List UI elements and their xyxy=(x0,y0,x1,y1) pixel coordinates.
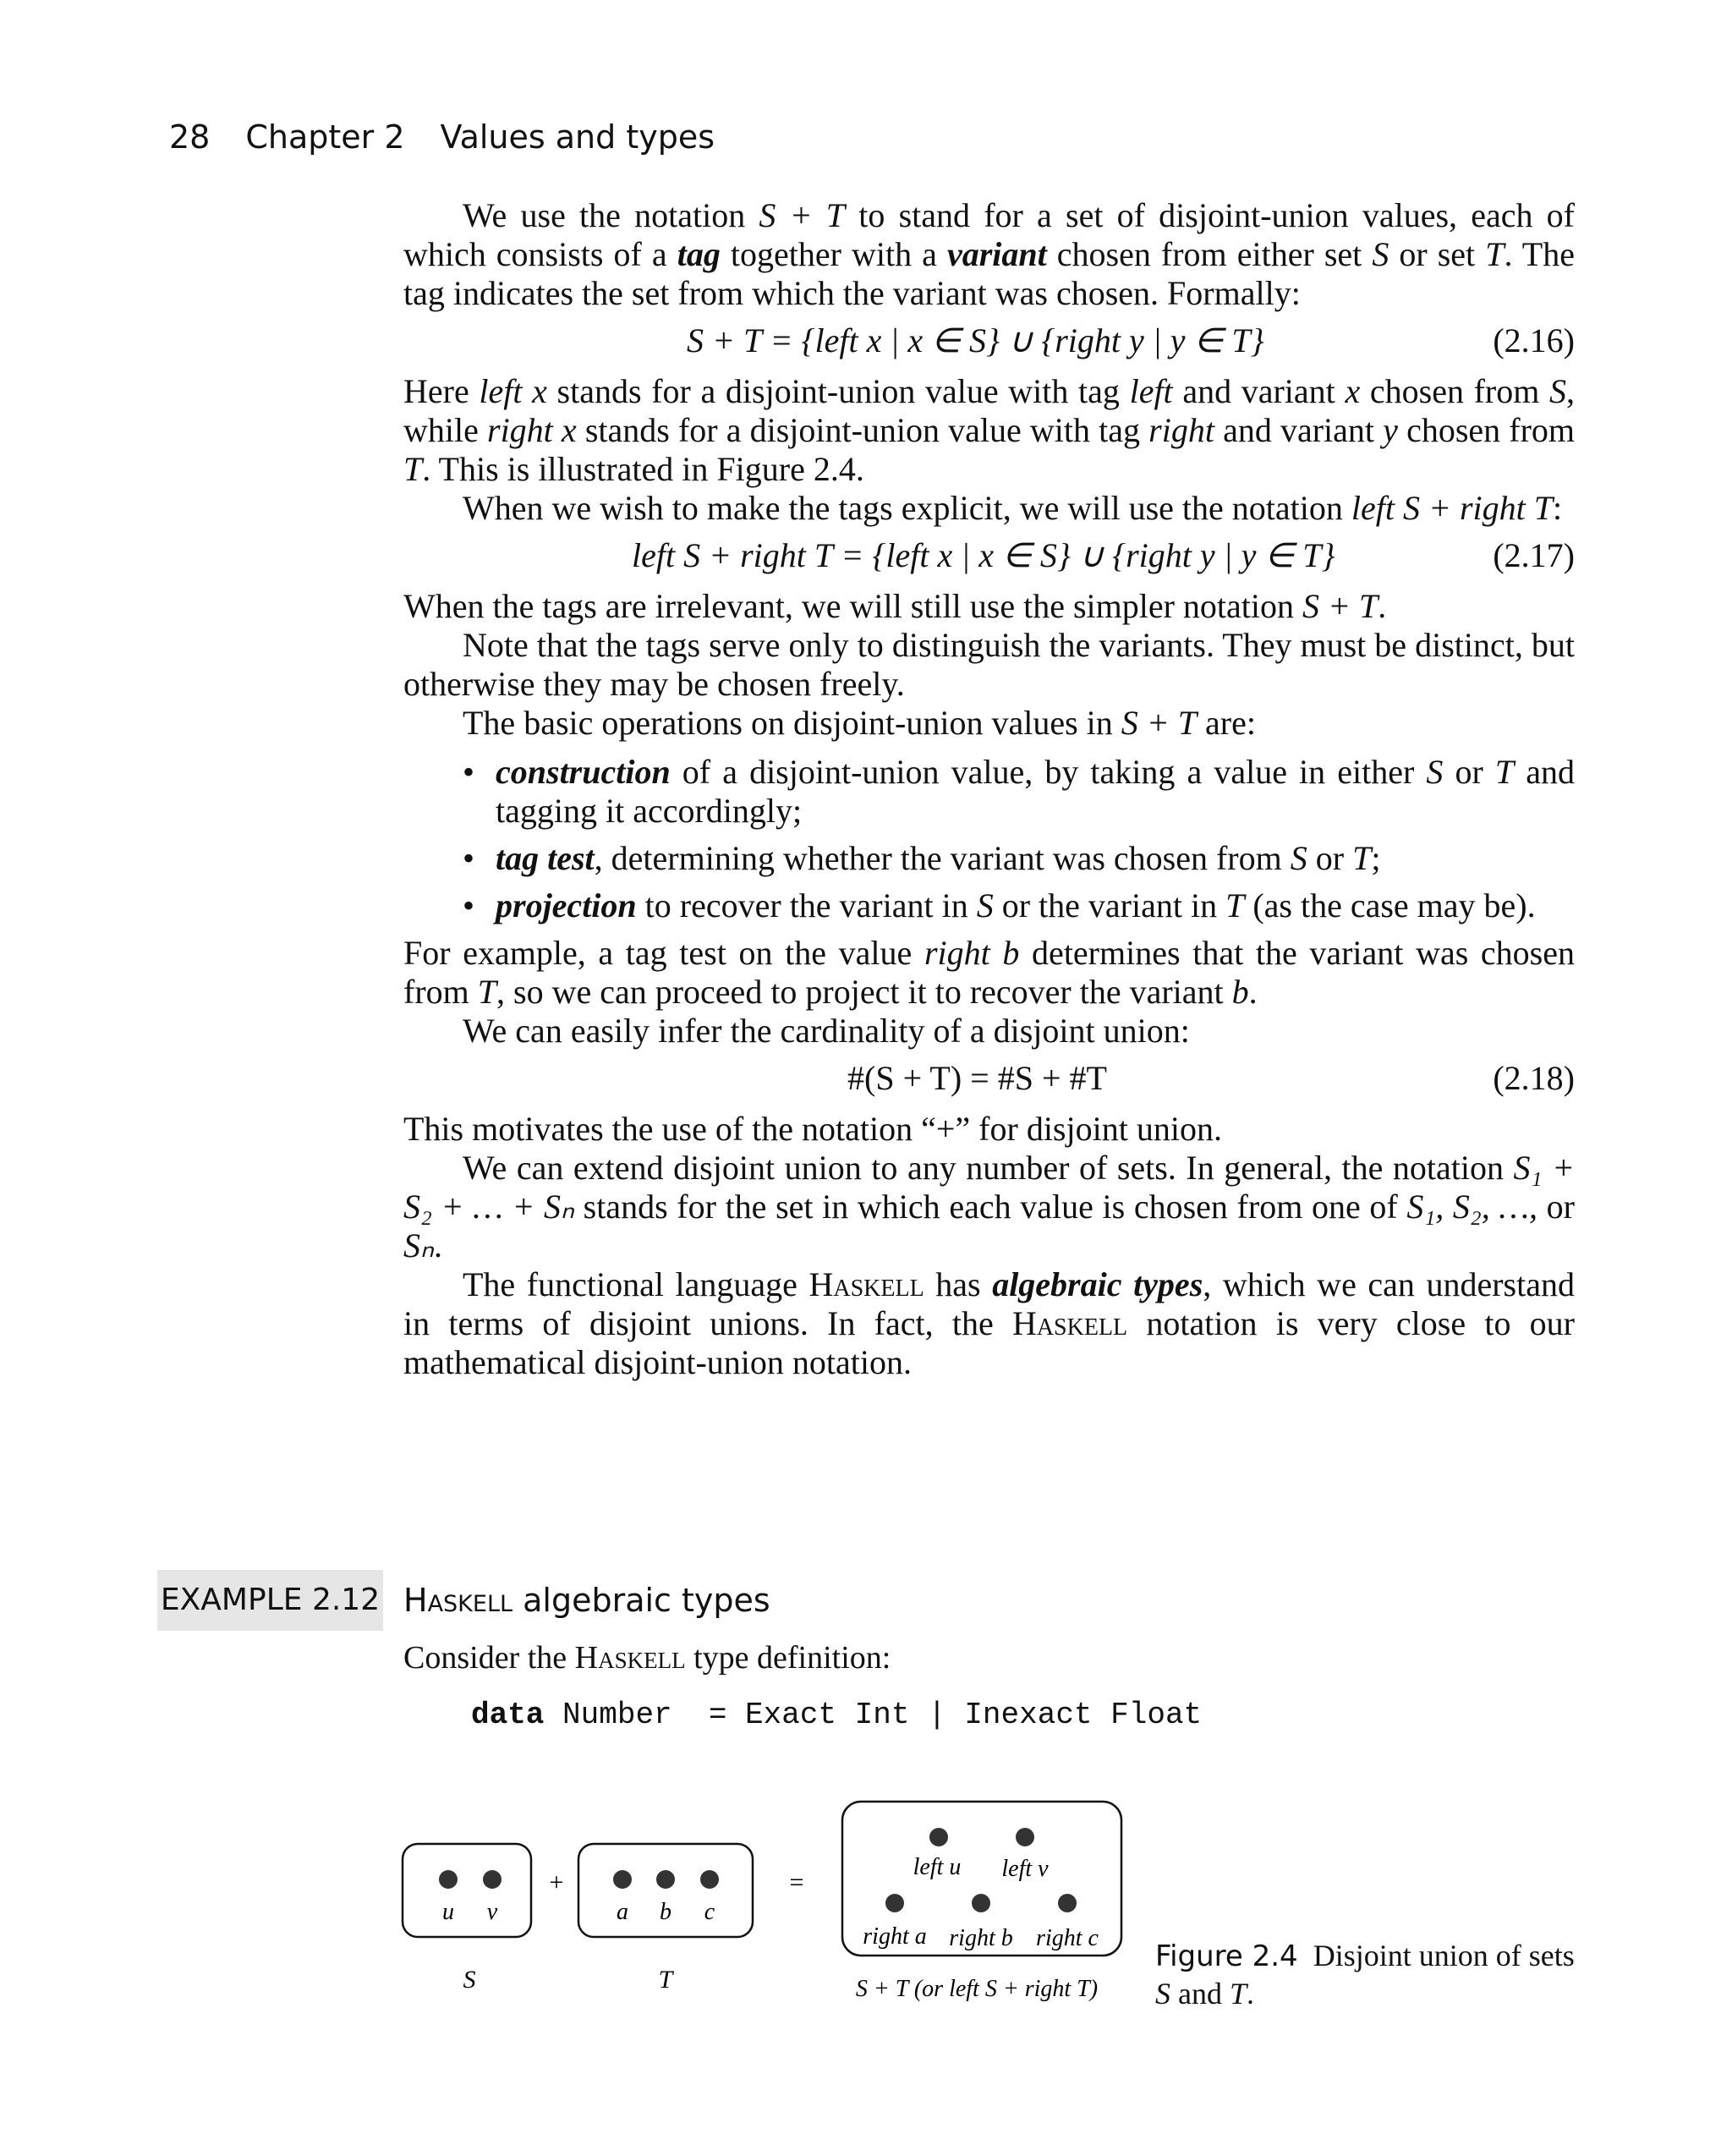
element-label: v xyxy=(486,1899,498,1925)
caption-label: Figure 2.4 xyxy=(1155,1939,1298,1973)
element-label: left v xyxy=(1001,1856,1049,1882)
term-variant: variant xyxy=(946,235,1047,273)
union-label: S + T (or left S + right T) xyxy=(855,1976,1099,2002)
equation-2-16 xyxy=(403,321,1575,360)
element-dot xyxy=(885,1894,904,1912)
element-dot xyxy=(1016,1828,1034,1846)
code-keyword: data xyxy=(471,1698,545,1732)
page-number: 28 xyxy=(169,118,211,156)
paragraph: Note that the tags serve only to distinguish the variants. They must be distinct, but otherwise they may be chosen freely. xyxy=(403,626,1575,703)
equation-number: (2.18) xyxy=(1493,1059,1575,1097)
equation-number: (2.17) xyxy=(1493,536,1575,574)
paragraph: When we wish to make the tags explicit, we will use the notation left S + right T: xyxy=(463,489,1563,527)
element-dot xyxy=(929,1828,948,1846)
element-dot xyxy=(483,1870,502,1889)
element-dot xyxy=(439,1870,458,1889)
element-label: b xyxy=(660,1899,671,1925)
element-label: u xyxy=(442,1899,454,1925)
paragraph: The functional language Haskell has algebraic types, which we can understand in terms of disjoint unions. In fact, the Haskell notation is very close to our mathematical disjoint-union notation. xyxy=(403,1265,1575,1381)
paragraph: This motivates the use of the notation “+” for disjoint union. xyxy=(403,1110,1222,1148)
element-dot xyxy=(700,1870,719,1889)
code-snippet: data Number = Exact Int | Inexact Float xyxy=(471,1698,1203,1732)
element-label: right a xyxy=(863,1923,927,1950)
equation-number: (2.16) xyxy=(1493,321,1575,359)
operations-list xyxy=(403,753,1575,925)
element-label: right b xyxy=(949,1925,1013,1951)
element-dot xyxy=(972,1894,990,1912)
equation-formula: left S + right T = {left x | x ∈ S} ∪ {right y | y ∈ T} xyxy=(632,536,1335,574)
equals-sign: = xyxy=(789,1868,804,1896)
paragraph: We can extend disjoint union to any number of sets. In general, the notation S₁ + S₂ + … + Sₙ stands for the set in which each value is chosen from one of S₁, S₂, …, or Sₙ. xyxy=(403,1149,1575,1265)
paragraph: We use the notation S + T to stand for a set of disjoint-union values, each of which consists of a tag together with a variant chosen from either set S or set T. The tag indicates the set from which the variant was chosen. Formally: xyxy=(403,196,1576,312)
set-s-label: S xyxy=(463,1966,476,1994)
body-text xyxy=(403,196,1575,1382)
plus-sign: + xyxy=(549,1868,564,1896)
equation-2-17 xyxy=(403,536,1575,575)
list-item: • tag test, determining whether the variant was chosen from S or T; xyxy=(403,839,1575,878)
set-t-label: T xyxy=(658,1966,673,1994)
element-label: a xyxy=(617,1899,628,1925)
paragraph: When the tags are irrelevant, we will still use the simpler notation S + T. xyxy=(403,587,1387,625)
example-intro: Consider the Haskell type definition: xyxy=(403,1640,891,1676)
term-tag: tag xyxy=(677,235,721,273)
equation-2-18 xyxy=(403,1059,1575,1098)
figure-caption: Figure 2.4 Disjoint union of sets S and T. xyxy=(1155,1939,1575,2011)
example-label: EXAMPLE 2.12 xyxy=(157,1570,383,1631)
list-item: • construction of a disjoint-union value, by taking a value in either S or T and tagging it accordingly; xyxy=(403,753,1575,831)
term-algebraic-types: algebraic types xyxy=(992,1265,1203,1303)
section-title: Values and types xyxy=(440,118,715,156)
paragraph: We can easily infer the cardinality of a disjoint union: xyxy=(463,1012,1190,1050)
set-s-box xyxy=(403,1844,531,1937)
equation-formula: S + T = {left x | x ∈ S} ∪ {right y | y ∈ T} xyxy=(687,321,1264,359)
element-label: c xyxy=(704,1899,715,1925)
figure-disjoint-union xyxy=(397,1793,1142,2022)
element-label: right c xyxy=(1036,1925,1099,1951)
list-item: • projection to recover the variant in S or the variant in T (as the case may be). xyxy=(403,886,1575,925)
chapter-label: Chapter 2 xyxy=(245,118,405,156)
element-dot xyxy=(1058,1894,1077,1912)
running-head xyxy=(169,118,715,156)
paragraph: Here left x stands for a disjoint-union value with tag left and variant x chosen from S, while right x stands for a disjoint-union value with tag right and variant y chosen from T. This is illustrated in Figure 2.4. xyxy=(403,372,1576,488)
example-title: Haskell algebraic types xyxy=(403,1582,770,1619)
equation-formula: #(S + T) = #S + #T xyxy=(847,1059,1107,1097)
element-label: left u xyxy=(913,1854,962,1880)
paragraph: For example, a tag test on the value right b determines that the variant was chosen from T, so we can proceed to project it to recover the variant b. xyxy=(403,934,1576,1011)
element-dot xyxy=(613,1870,632,1889)
element-dot xyxy=(656,1870,675,1889)
paragraph: The basic operations on disjoint-union values in S + T are: xyxy=(463,704,1256,742)
